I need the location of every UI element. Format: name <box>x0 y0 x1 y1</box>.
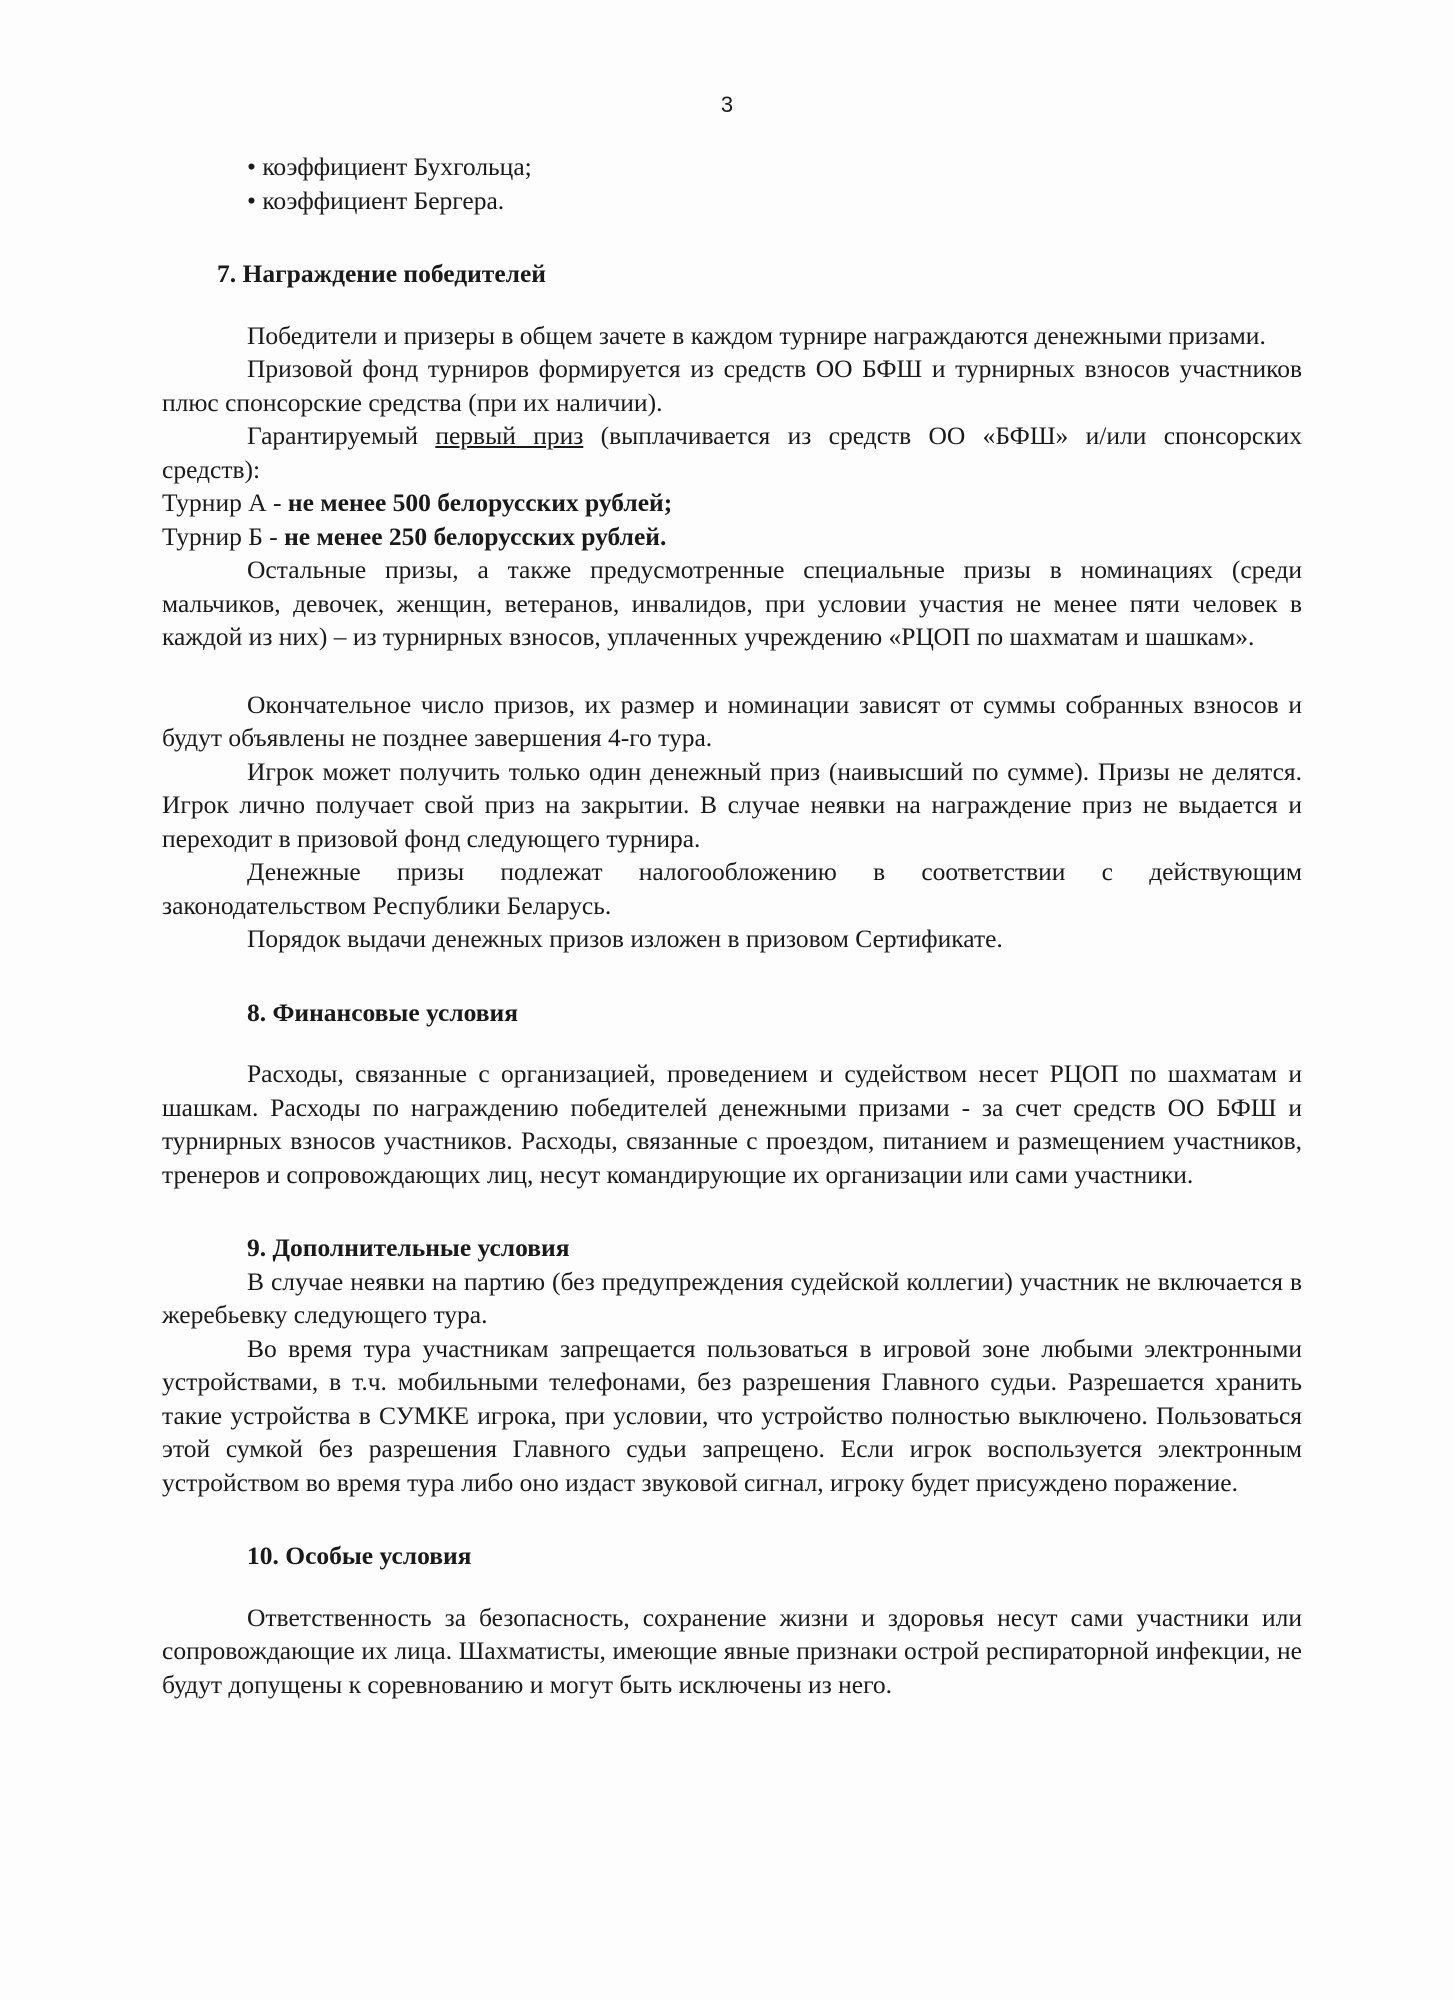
document-body <box>162 150 1302 1701</box>
list-item: • коэффициент Бухгольца; <box>247 150 1302 184</box>
paragraph: Расходы, связанные с организацией, проведением и судейством несет РЦОП по шахматам и шашкам. Расходы по награждению победителей денежными призами - за счет средств ОО БФШ и турнирных взносов участников. Расходы, связанные с проездом, питанием и размещением участников, тренеров и сопровождающих лиц, несут командирующие их организации или сами участники. <box>162 1059 1302 1189</box>
paragraph: Игрок может получить только один денежный приз (наивысший по сумме). Призы не делятся. Игрок лично получает свой приз на закрытии. В случае неявки на награждение приз не выдается и переходит в призовой фонд следующего турнира. <box>162 756 1302 853</box>
section-7-heading: 7. Награждение победителей <box>217 259 546 288</box>
paragraph: Во время тура участникам запрещается пользоваться в игровой зоне любыми электронными устройствами, в т.ч. мобильными телефонами, без разрешения Главного судьи. Разрешается хранить такие устройства в СУМКЕ игрока, при условии, что устройство полностью выключено. Пользоваться этой сумкой без разрешения Главного судьи запрещено. Если игрок воспользуется электронным устройством во время тура либо оно издаст звуковой сигнал, игроку будет присуждено поражение. <box>162 1333 1302 1497</box>
paragraph: Победители и призеры в общем зачете в каждом турнире награждаются денежными призами. <box>247 320 1266 350</box>
tiebreak-list <box>247 150 1302 217</box>
paragraph: Порядок выдачи денежных призов изложен в призовом Сертификате. <box>247 924 1003 953</box>
underlined-text: первый приз <box>435 421 584 450</box>
bold-text: не менее 500 белорусских рублей; <box>287 488 673 517</box>
text-span: (выплачивается из средств ОО «БФШ» и/или спонсорских средств): <box>162 421 1302 484</box>
tournament-b-prize <box>162 520 1302 554</box>
section-9-heading: 9. Дополнительные условия <box>247 1233 570 1262</box>
text-span: Турнир Б - <box>162 521 285 551</box>
paragraph: Ответственность за безопасность, сохранение жизни и здоровья несут сами участники или сопровождающие их лица. Шахматисты, имеющие явные признаки острой респираторной инфекции, не будут допущены к соревнованию и могут быть исключены из него. <box>162 1602 1302 1699</box>
tournament-a-prize <box>162 486 1302 520</box>
text-span: Гарантируемый <box>247 421 436 450</box>
paragraph <box>162 419 1302 486</box>
bold-text: не менее 250 белорусских рублей. <box>284 521 667 551</box>
paragraph: Денежные призы подлежат налогообложению в соответствии с действующим законодательством Республики Беларусь. <box>162 857 1302 920</box>
paragraph: Остальные призы, а также предусмотренные специальные призы в номинациях (среди мальчиков, девочек, женщин, ветеранов, инвалидов, при условии участия не менее пяти человек в каждой из них) – из турнирных взносов, уплаченных учреждению «РЦОП по шахматам и шашкам». <box>162 555 1302 651</box>
list-item: • коэффициент Бергера. <box>247 184 1302 218</box>
paragraph: Призовой фонд турниров формируется из средств ОО БФШ и турнирных взносов участников плюс спонсорские средства (при их наличии). <box>162 354 1302 417</box>
text-span: Турнир А - <box>162 488 288 517</box>
section-8-heading: 8. Финансовые условия <box>247 997 518 1027</box>
page-number: 3 <box>720 92 734 117</box>
paragraph: Окончательное число призов, их размер и номинации зависят от суммы собранных взносов и будут объявлены не позднее завершения 4-го тура. <box>162 689 1302 752</box>
section-10-heading: 10. Особые условия <box>247 1541 472 1570</box>
paragraph: В случае неявки на партию (без предупреждения судейской коллегии) участник не включается в жеребьевку следующего тура. <box>162 1266 1302 1329</box>
